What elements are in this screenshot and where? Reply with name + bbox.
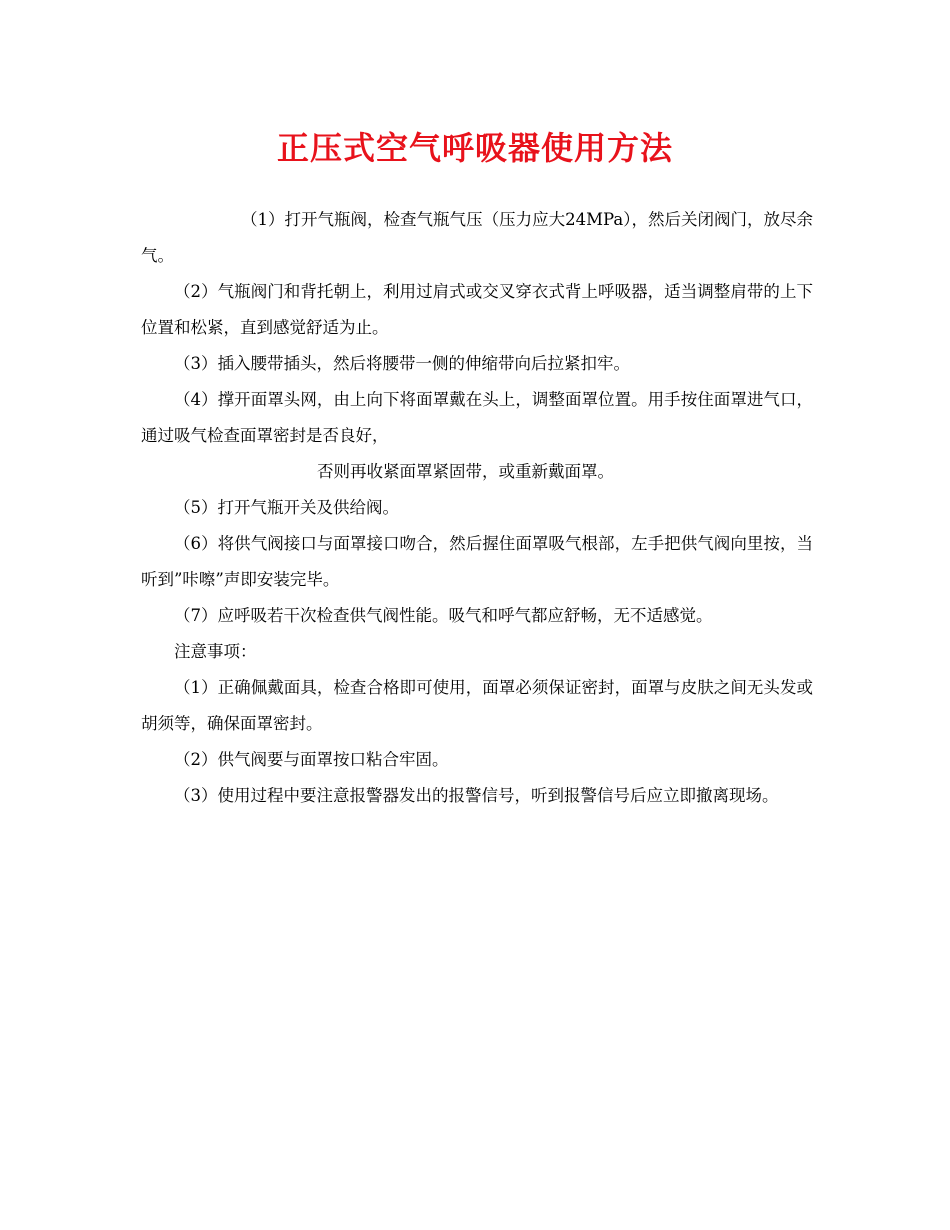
step-paragraph-2: （2）气瓶阀门和背托朝上，利用过肩式或交叉穿衣式背上呼吸器，适当调整肩带的上下位置和松紧，直到感觉舒适为止。 (141, 282, 813, 337)
step-paragraph-3: （3）插入腰带插头，然后将腰带一侧的伸缩带向后拉紧扣牢。 (174, 354, 630, 373)
step-paragraph-6: （6）将供气阀接口与面罩接口吻合，然后握住面罩吸气根部，左手把供气阀向里按，当听到”咔嚓”声即安装完毕。 (141, 534, 813, 589)
step-paragraph-5: （5）打开气瓶开关及供给阀。 (174, 498, 399, 517)
note-paragraph-3: （3）使用过程中要注意报警器发出的报警信号，听到报警信号后应立即撤离现场。 (174, 786, 779, 805)
note-paragraph-1: （1）正确佩戴面具，检查合格即可使用，面罩必须保证密封，面罩与皮肤之间无头发或胡须等，确保面罩密封。 (141, 678, 813, 733)
step-paragraph-7: （7）应呼吸若干次检查供气阀性能。吸气和呼气都应舒畅，无不适感觉。 (174, 606, 713, 625)
step-paragraph-1: （1）打开气瓶阀，检查气瓶气压（压力应大24MPa），然后关闭阀门，放尽余气。 (141, 210, 813, 265)
document-body (141, 202, 813, 814)
step-paragraph-4-continued: 否则再收紧面罩紧固带，或重新戴面罩。 (317, 462, 614, 481)
step-paragraph-4: （4）撑开面罩头网，由上向下将面罩戴在头上，调整面罩位置。用手按住面罩进气口，通过吸气检查面罩密封是否良好， (141, 390, 813, 445)
notes-heading: 注意事项： (174, 642, 257, 661)
document-title: 正压式空气呼吸器使用方法 (276, 129, 673, 167)
note-paragraph-2: （2）供气阀要与面罩按口粘合牢固。 (174, 750, 449, 769)
